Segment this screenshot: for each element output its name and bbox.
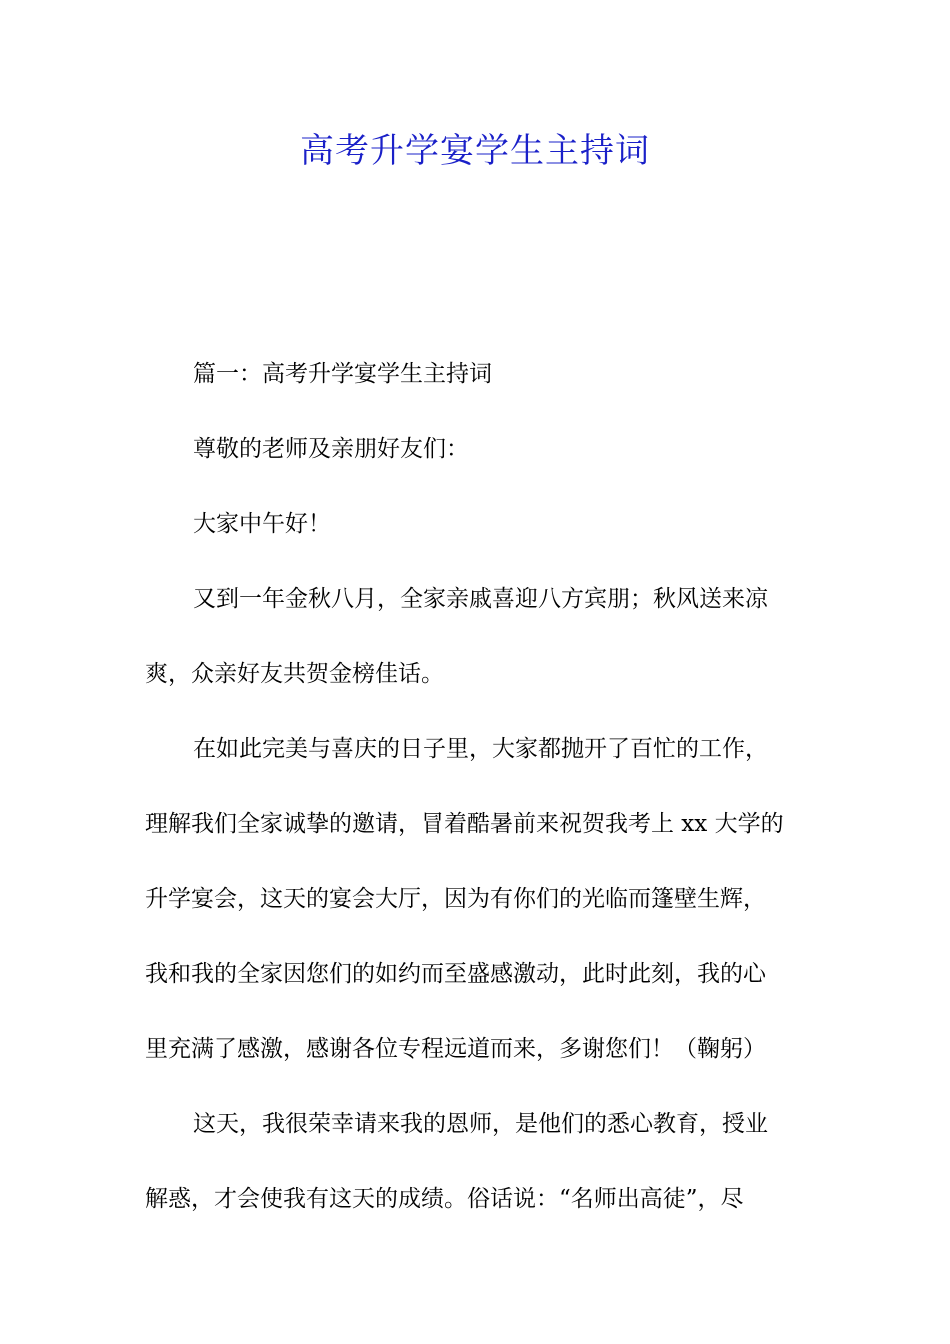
paragraph-line: 爽，众亲好友共贺金榜佳话。 xyxy=(145,661,444,687)
paragraph-heading-line: 篇一：高考升学宴学生主持词 xyxy=(193,361,492,387)
paragraph-line: 理解我们全家诚挚的邀请，冒着酷暑前来祝贺我考上 xx 大学的 xyxy=(145,811,784,837)
paragraph-line: 在如此完美与喜庆的日子里，大家都抛开了百忙的工作， xyxy=(193,736,768,762)
paragraph-line: 我和我的全家因您们的如约而至盛感激动，此时此刻，我的心 xyxy=(145,961,766,987)
paragraph-line: 又到一年金秋八月，全家亲戚喜迎八方宾朋；秋风送来凉 xyxy=(193,586,768,612)
document-body xyxy=(145,337,807,1237)
paragraph-line: 升学宴会，这天的宴会大厅，因为有你们的光临而篷壁生辉， xyxy=(145,886,766,912)
paragraph-line: 解惑，才会使我有这天的成绩。俗话说：“名师出高徒”，尽 xyxy=(145,1186,744,1212)
salutation-line: 尊敬的老师及亲朋好友们： xyxy=(193,436,469,462)
paragraph-line: 这天，我很荣幸请来我的恩师，是他们的悉心教育，授业 xyxy=(193,1111,768,1137)
greeting-line: 大家中午好！ xyxy=(193,511,331,537)
document-title: 高考升学宴学生主持词 xyxy=(300,131,650,171)
paragraph-line: 里充满了感激，感谢各位专程远道而来，多谢您们！（鞠躬） xyxy=(145,1036,766,1062)
